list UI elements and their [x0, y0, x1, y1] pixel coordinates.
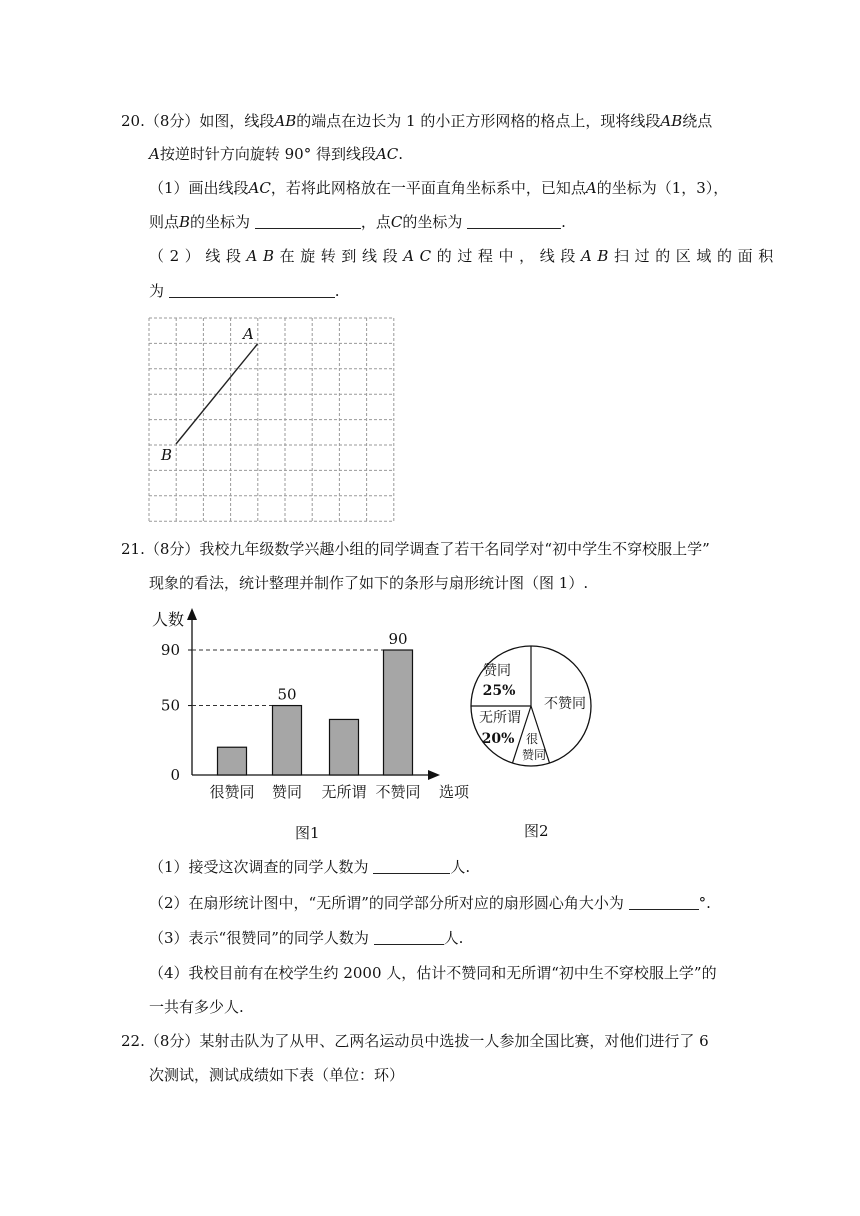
q22-number: 22.: [121, 1032, 145, 1050]
q20-part2-text: 在旋转到线段: [279, 247, 404, 265]
q21-stem-text: 我校九年级数学兴趣小组的同学调查了若干名同学对“初中学生不穿校服上学”: [199, 540, 710, 558]
bar-data-label: 50: [277, 685, 297, 704]
q20-stem-text: 如图，线段: [199, 112, 275, 130]
q21-sub4-text: （4）我校目前有在校学生约 2000 人，估计不赞同和无所谓“初中生不穿校服上学”的: [149, 964, 717, 982]
q21-sub3-text: 人.: [443, 929, 464, 947]
x-tick-label: 无所谓: [321, 783, 367, 801]
var-AB: AB: [580, 247, 614, 265]
q21-score: （8分）: [144, 540, 200, 558]
q20-score: （8分）: [144, 112, 200, 130]
q21-sub4-text: 一共有多少人.: [149, 998, 244, 1016]
q21-sub3-text: （3）表示“很赞同”的同学人数为: [149, 929, 369, 947]
y-tick-label: 90: [160, 641, 180, 659]
q21-sub1: [149, 856, 470, 878]
figure-2-caption: 图2: [524, 822, 549, 840]
var-B: B: [179, 213, 191, 231]
q20-part2-text: 的过程中，线段: [436, 247, 581, 265]
pie-chart-slices: [471, 646, 591, 766]
y-tick-label: 50: [160, 696, 180, 715]
pie-slice-percent: 20%: [481, 731, 515, 747]
q21-sub2: [149, 892, 711, 914]
var-C: C: [390, 213, 403, 231]
q20-part1-text: 的坐标为: [402, 213, 463, 231]
var-AC: AC: [248, 179, 271, 197]
var-AB: AB: [274, 112, 297, 130]
pie-slice-label: 不赞同: [544, 696, 586, 712]
q21-sub4-line-1: [149, 962, 717, 984]
q22-stem-text: 次测试，测试成绩如下表（单位：环）: [149, 1066, 405, 1084]
q20-number: 20.: [121, 112, 145, 130]
var-AC: AC: [403, 247, 437, 265]
q21-number: 21.: [121, 540, 145, 558]
point-label-B: B: [161, 446, 173, 464]
x-tick-label: 不赞同: [375, 783, 421, 801]
q21-stem-text: 现象的看法，统计整理并制作了如下的条形与扇形统计图（图 1）.: [149, 574, 589, 592]
answer-blank-total[interactable]: [373, 857, 450, 874]
figure-1-caption: 图1: [295, 824, 320, 842]
q20-stem-text: 绕点: [682, 112, 713, 130]
q20-stem-text: 的端点在边长为 1 的小正方形网格的格点上，现将线段: [296, 112, 661, 130]
answer-blank-angle[interactable]: [629, 893, 699, 910]
x-axis-label: 选项: [439, 783, 470, 801]
bar-data-label: 90: [388, 630, 408, 648]
y-axis-label: 人数: [152, 610, 185, 629]
var-A: A: [585, 179, 597, 197]
q21-sub3: [149, 927, 463, 949]
q20-part1-text: ，点: [360, 213, 391, 231]
q22-stem-text: 某射击队为了从甲、乙两名运动员中选拔一人参加全国比赛，对他们进行了 6: [199, 1032, 709, 1050]
q20-part1-text: 的坐标为（1，3），: [596, 179, 729, 197]
pie-slice-label: 无所谓: [479, 710, 521, 726]
x-tick-label: 赞同: [271, 783, 303, 801]
q22-line-1: [121, 1030, 709, 1052]
pie-slice-label: 赞同: [521, 748, 547, 762]
var-A: A: [149, 145, 160, 163]
y-tick-label: 0: [170, 766, 180, 784]
q22-line-2: [149, 1064, 404, 1086]
q20-stem-text: .: [398, 145, 404, 163]
q20-part2-text: 为: [149, 282, 165, 300]
pie-slice-label: 很: [525, 732, 539, 746]
q20-part1-text: 的坐标为: [190, 213, 251, 231]
var-AB: AB: [246, 247, 280, 265]
q20-part1-text: ，若将此网格放在一平面直角坐标系中，已知点: [270, 179, 586, 197]
x-tick-label: 很赞同: [209, 783, 255, 801]
var-AB: AB: [660, 112, 683, 130]
pie-slice-label: 赞同: [483, 663, 511, 679]
q20-part1-text: （1）画出线段: [149, 179, 249, 197]
answer-blank-very-agree[interactable]: [374, 928, 444, 945]
q20-stem-text: 按逆时针方向旋转 90° 得到线段: [159, 145, 376, 163]
q22-score: （8分）: [144, 1032, 200, 1050]
q21-sub1-text: （1）接受这次调查的同学人数为: [149, 858, 369, 876]
pie-slice-percent: 25%: [482, 683, 516, 699]
q20-part2-text: （2）线段: [149, 247, 247, 265]
q21-sub1-text: 人.: [450, 858, 471, 876]
var-AC: AC: [375, 145, 399, 163]
q21-sub4-line-2: [149, 996, 244, 1018]
point-label-A: A: [243, 325, 254, 343]
q20-part2-text: .: [334, 282, 340, 300]
q20-part2-text: 扫过的区域的面积: [614, 247, 779, 265]
q21-sub2-text: °.: [698, 894, 711, 912]
q20-part1-text: 则点: [149, 213, 180, 231]
q20-part1-text: .: [561, 213, 566, 231]
q21-sub2-text: （2）在扇形统计图中，“无所谓”的同学部分所对应的扇形圆心角大小为: [149, 894, 624, 912]
